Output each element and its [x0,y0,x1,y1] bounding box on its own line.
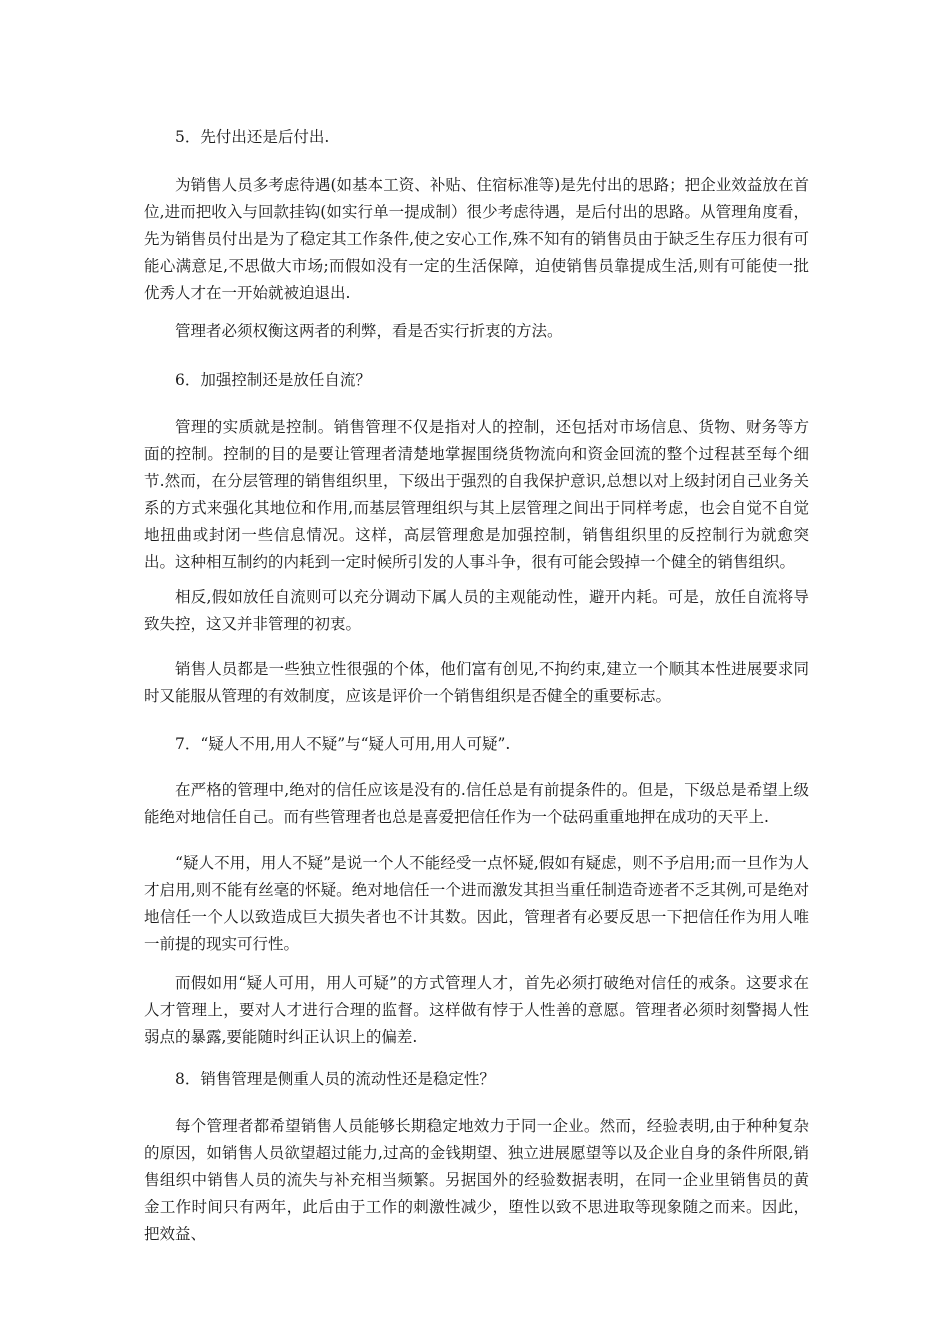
section-heading-7: 7．“疑人不用,用人不疑”与“疑人可用,用人可疑”. [175,735,511,753]
paragraph: “疑人不用，用人不疑”是说一个人不能经受一点怀疑,假如有疑虑，则不予启用;而一旦作为人才启用,则不能有丝毫的怀疑。绝对地信任一个进而激发其担当重任制造奇迹者不乏其例,可是绝对地信任一个人以致造成巨大损失者也不计其数。因此，管理者有必要反思一下把信任作为用人唯一前提的现实可行性。 [144,854,809,953]
paragraph: 而假如用“疑人可用，用人可疑”的方式管理人才，首先必须打破绝对信任的戒条。这要求在人才管理上，要对人才进行合理的监督。这样做有悖于人性善的意愿。管理者必须时刻警揭人性弱点的暴露,要能随时纠正认识上的偏差. [144,974,809,1046]
paragraph: 在严格的管理中,绝对的信任应该是没有的.信任总是有前提条件的。但是，下级总是希望上级能绝对地信任自己。而有些管理者也总是喜爱把信任作为一个砝码重重地押在成功的天平上. [144,781,809,826]
paragraph: 销售人员都是一些独立性很强的个体，他们富有创见,不拘约束,建立一个顺其本性进展要求同时又能服从管理的有效制度，应该是评价一个销售组织是否健全的重要标志。 [144,660,809,705]
paragraph: 每个管理者都希望销售人员能够长期稳定地效力于同一企业。然而，经验表明,由于种种复杂的原因，如销售人员欲望超过能力,过高的金钱期望、独立进展愿望等以及企业自身的条件所限,销售组织中销售人员的流失与补充相当频繁。另据国外的经验数据表明，在同一企业里销售员的黄金工作时间只有两年，此后由于工作的刺激性减少，堕性以致不思进取等现象随之而来。因此，把效益、 [144,1117,809,1243]
paragraph: 为销售人员多考虑待遇(如基本工资、补贴、住宿标准等)是先付出的思路；把企业效益放在首位,进而把收入与回款挂钩(如实行单一提成制）很少考虑待遇，是后付出的思路。从管理角度看，先为销售员付出是为了稳定其工作条件,使之安心工作,殊不知有的销售员由于缺乏生存压力很有可能心满意足,不思做大市场;而假如没有一定的生活保障，迫使销售员靠提成生活,则有可能使一批优秀人才在一开始就被迫退出. [144,176,809,302]
section-heading-8: 8．销售管理是侧重人员的流动性还是稳定性？ [175,1070,495,1088]
paragraph: 管理者必须权衡这两者的利弊，看是否实行折衷的方法。 [175,322,563,340]
paragraph: 管理的实质就是控制。销售管理不仅是指对人的控制，还包括对市场信息、货物、财务等方面的控制。控制的目的是要让管理者清楚地掌握围绕货物流向和资金回流的整个过程甚至每个细节.然而，在分层管理的销售组织里，下级出于强烈的自我保护意识,总想以对上级封闭自己业务关系的方式来强化其地位和作用,而基层管理组织与其上层管理之间出于同样考虑，也会自觉不自觉地扭曲或封闭一些信息情况。这样，高层管理愈是加强控制，销售组织里的反控制行为就愈突出。这种相互制约的内耗到一定时候所引发的人事斗争，很有可能会毁掉一个健全的销售组织。 [144,418,809,571]
section-heading-6: 6．加强控制还是放任自流？ [175,371,371,389]
paragraph: 相反,假如放任自流则可以充分调动下属人员的主观能动性，避开内耗。可是，放任自流将导致失控，这又并非管理的初衷。 [144,588,809,633]
section-heading-5: 5．先付出还是后付出. [175,128,330,146]
